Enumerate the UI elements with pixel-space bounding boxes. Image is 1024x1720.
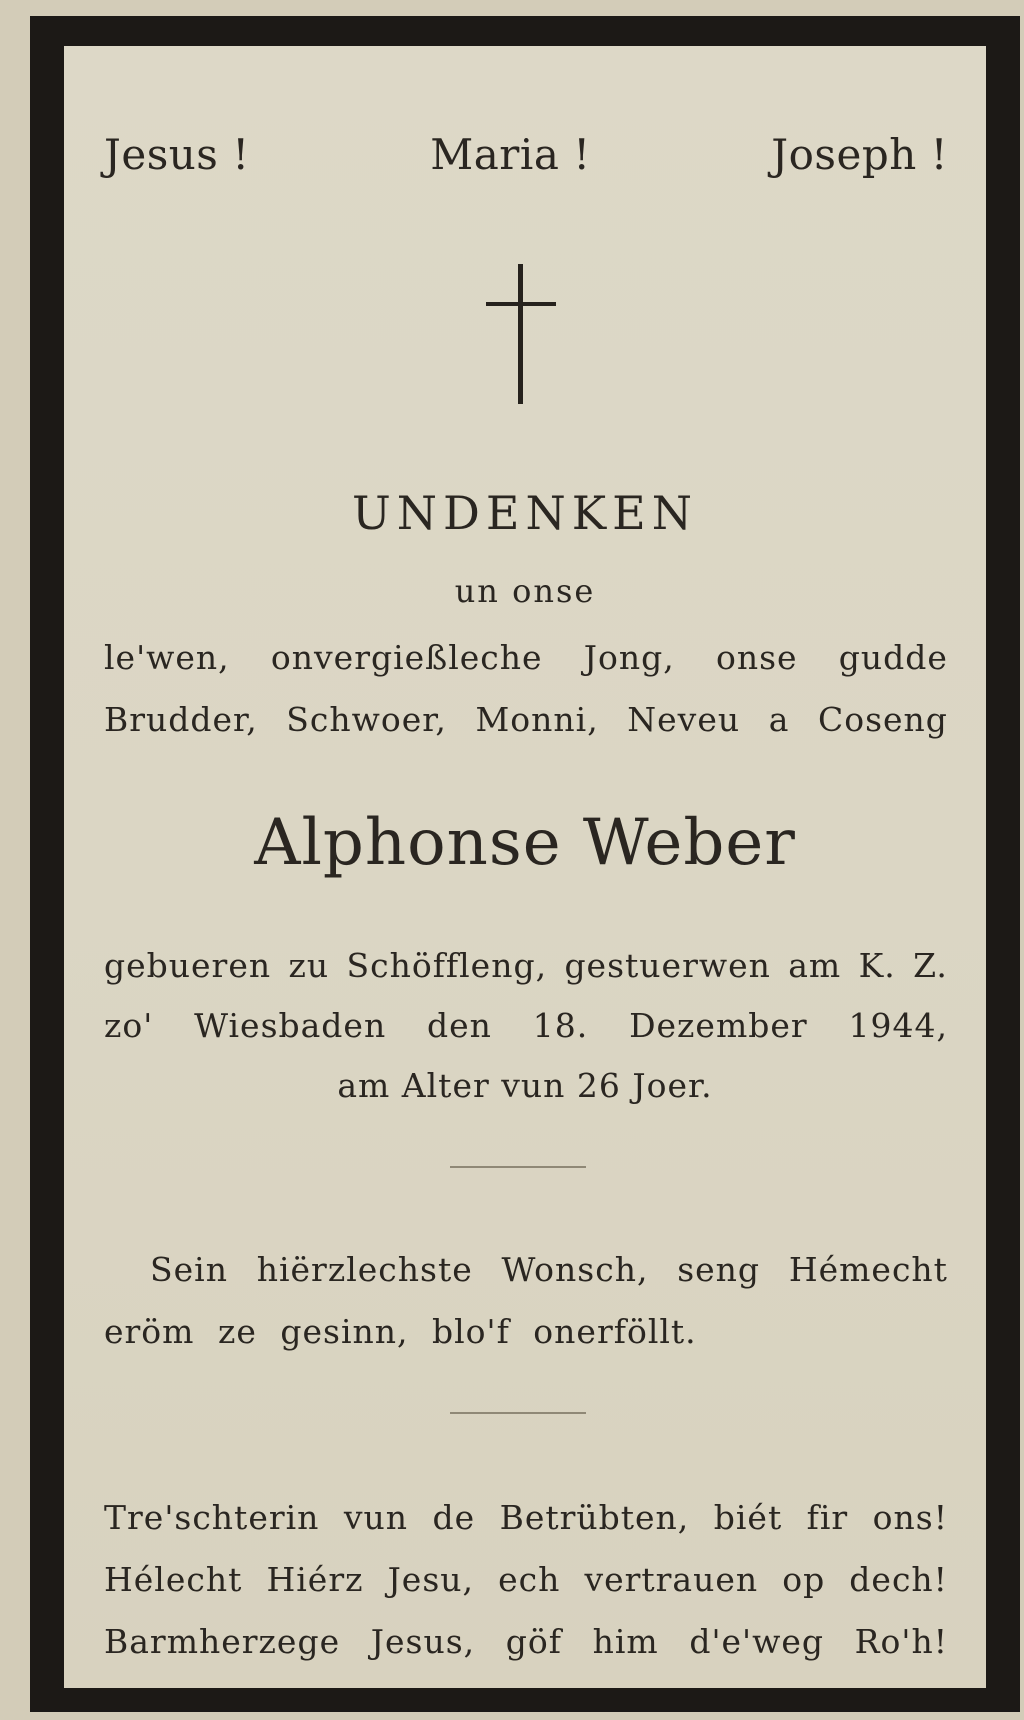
invocation-line: [104, 130, 948, 179]
prayer-line-3: Barmherzege Jesus, göf him d'e'weg Ro'h!: [104, 1622, 948, 1661]
dedication-line-2: Brudder, Schwoer, Monni, Neveu a Coseng: [104, 700, 948, 739]
details-line-2: zo' Wiesbaden den 18. Dezember 1944,: [104, 1006, 948, 1045]
heading: UNDENKEN: [352, 486, 698, 540]
cross-icon: [486, 264, 556, 404]
details-line-1: gebueren zu Schöffleng, gestuerwen am K. Z.: [104, 946, 948, 985]
divider-rule: [450, 1412, 586, 1414]
invocation-jesus: Jesus !: [104, 130, 250, 179]
invocation-joseph: Joseph !: [771, 130, 948, 179]
deceased-name: Alphonse Weber: [254, 806, 796, 880]
subheading: un onse: [454, 572, 596, 610]
card-body: [64, 46, 986, 1688]
invocation-maria: Maria !: [430, 130, 591, 179]
divider-rule: [450, 1166, 586, 1168]
prayer-line-1: Tre'schterin vun de Betrübten, biét fir ons!: [104, 1498, 948, 1537]
dedication-line-1: le'wen, onvergießleche Jong, onse gudde: [104, 638, 948, 677]
age-line: am Alter vun 26 Joer.: [337, 1066, 713, 1105]
mourning-border: [30, 16, 1020, 1712]
wish-line-1: Sein hiërzlechste Wonsch, seng Hémecht: [150, 1250, 948, 1289]
prayer-line-2: Hélecht Hiérz Jesu, ech vertrauen op dech!: [104, 1560, 948, 1599]
wish-line-2: eröm ze gesinn, blo'f onerföllt.: [104, 1312, 697, 1351]
